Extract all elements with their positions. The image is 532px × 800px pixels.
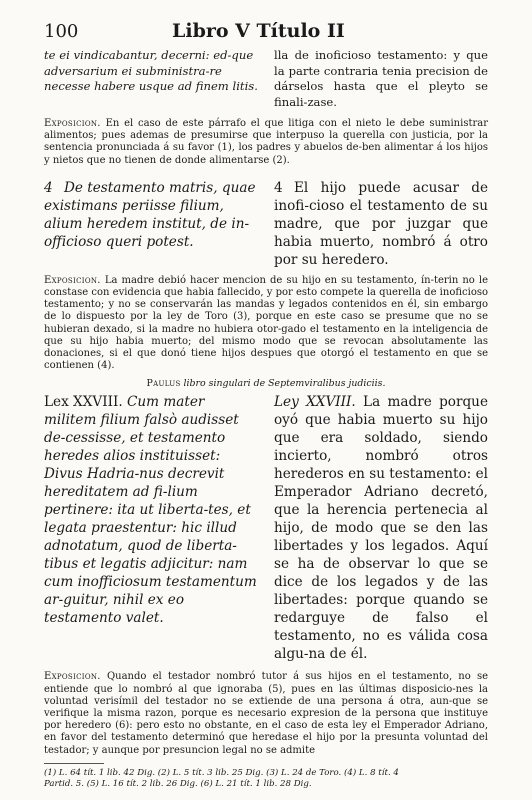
section-number: 4 <box>44 179 53 196</box>
page-number: 100 <box>44 21 79 42</box>
latin-section-4-text: De testamento matris, quae existimans periisse filium, alium heredem institut, de in-officioso queri potest. <box>44 179 256 250</box>
exposicion-label: Exposicion. <box>44 274 101 286</box>
attribution-work: libro singulari de Septemviralibus judiciis. <box>183 378 386 390</box>
exposicion-2 <box>44 275 488 373</box>
section-number: 4 <box>274 179 283 196</box>
footnote-rule <box>44 763 104 764</box>
exposicion-text: En el caso de este párrafo el que litiga con el nieto le debe suministrar alimentos; pues ademas de presumirse que interpuso la querella con justicia, por la sentencia pronunciada á su favor (1), los padres y abuelos de-ben alimentar á los hijos y nietos que no tienen de donde alimentarse (2). <box>44 118 488 166</box>
spanish-ley-label: Ley XXVIII. <box>274 394 356 411</box>
spanish-section-4-text: El hijo puede acusar de inofi-cioso el testamento de su madre, que por juzgar que habia muerto, nombró á otro por su heredero. <box>274 179 488 268</box>
lex-28-block <box>44 393 488 663</box>
spanish-ley-text: La madre porque oyó que habia muerto su hijo que era soldado, siendo incierto, nombró otros herederos en su testamento: el Emperador Adriano decretó, que la herencia pertenecia al hijo, de modo que se den las libertades y los legados. Aquí se ha de observar lo que se dice de los legados y de las libertades: porque quando se redarguye de falso el testamento, no es válida cosa algu-na de él. <box>274 394 488 663</box>
section-4-block <box>44 179 488 269</box>
continuation-block <box>44 48 488 110</box>
footnote-line: Partid. 5. (5) L. 16 tít. 2 lib. 26 Dig. (6) L. 21 tít. 1 lib. 28 Dig. <box>44 778 312 789</box>
footnote-line: (1) L. 64 tít. 1 lib. 42 Dig. (2) L. 5 tít. 3 lib. 25 Dig. (3) L. 24 de Toro. (4) L. 8 tít. 4 <box>44 767 399 778</box>
latin-lex-label: Lex XXVIII. <box>44 394 123 411</box>
exposicion-text: La madre debió hacer mencion de su hijo en su testamento, ín-terin no le constase con evidencia que habia fallecido, y por esto compete la querella de inoficioso testamento; y no se conservarán las mandas y legados contenidos en él, sin embargo de lo dispuesto por la ley de Toro (3), porque en este caso se presume que no se hubieran dexado, si la madre no hubiera otor-gado el testamento en la inteligencia de que su hijo habia muerto; del mismo modo que se revocan absolutamente las donaciones, si el que donó tiene hijos despues que otorgó el testamento en que se contienen (4). <box>44 274 488 372</box>
spanish-ley-28 <box>274 393 488 663</box>
attribution-author: Paulus <box>146 378 181 390</box>
latin-lex-28 <box>44 393 258 663</box>
footnotes <box>44 768 488 790</box>
latin-continuation: te ei vindicabantur, decerni: ed-que adversarium ei subministra-re necesse habere usque ad finem litis. <box>44 48 258 93</box>
running-title: Libro V Título II <box>172 20 345 42</box>
spanish-continuation: lla de inoficioso testamento: y que la parte contraria tenia precision de dárselos hasta que el pleyto se finali-zase. <box>274 48 488 109</box>
exposicion-3 <box>44 671 488 756</box>
spanish-section-4 <box>274 179 488 269</box>
latin-section-4 <box>44 179 258 269</box>
latin-lex-text: Cum mater militem filium falsò audisset de-cessisse, et testamento heredes alios instituisset: Divus Hadria-nus decrevit hereditatem ad fi-lium pertinere: ita ut liberta-tes, et legata praestentur: hic illud adnotatum, quod de liberta-tibus et legatis adjicitur: nam cum inofficiosum testamentum ar-guitur, nihil ex eo testamento valet. <box>44 394 257 627</box>
exposicion-label: Exposicion. <box>44 671 101 683</box>
exposicion-label: Exposicion. <box>44 118 101 129</box>
exposicion-1 <box>44 118 488 167</box>
page-header <box>44 20 488 44</box>
book-page <box>44 20 488 790</box>
exposicion-text: Quando el testador nombró tutor á sus hijos en el testamento, no se entiende que lo nombró al que ignoraba (5), pues en las últimas disposicio-nes la voluntad verisímil del testador no se extiende de una persona á otra, aun-que se verifique la misma razon, porque es necesario expresion de la persona que instituye por heredero (6): pero esto no obstante, en el caso de esta ley el Emperador Adriano, en favor del testamento determinó que heredase el hijo por la presunta voluntad del testador; y aunque por presuncion legal no se admite <box>44 671 488 756</box>
attribution-line <box>44 378 488 389</box>
